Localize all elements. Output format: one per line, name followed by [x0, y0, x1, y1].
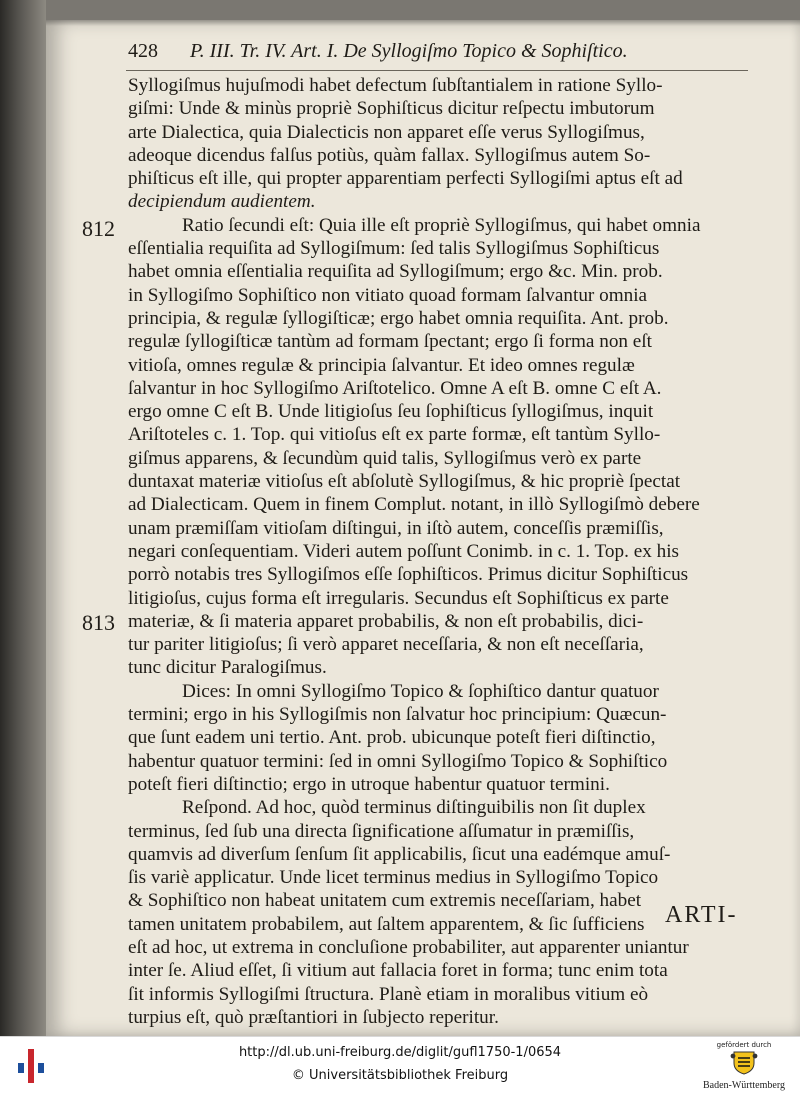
funder-caption: gefördert durch: [716, 1041, 772, 1049]
text-line: eſſentialia requiſita ad Syllogiſmum: ſed talis Syllogiſmus Sophiſticus: [128, 238, 660, 260]
text-line: inter ſe. Aliud eſſet, ſi vitium aut fallacia foret in forma; tunc enim tota: [128, 960, 668, 982]
text-line: eſt ad hoc, ut extrema in concluſione probabiliter, aut apparenter uniantur: [128, 936, 689, 958]
text-line: Syllogiſmus hujuſmodi habet defectum ſubſtantialem in ratione Syllo-: [128, 75, 663, 96]
text-line: tamen unitatem probabilem, aut ſaltem apparentem, & ſic ſufficiens: [128, 913, 645, 935]
running-title: P. III. Tr. IV. Art. I. De Syllogiſmo Topico & Sophiſtico.: [190, 40, 628, 62]
text-line: ergo omne C eſt B. Unde litigioſus ſeu ſophiſticus ſyllogiſmus, inquit: [128, 401, 654, 423]
text-line: principia, & regulæ ſyllogiſticæ; ergo habet omnia requiſita. Ant. prob.: [128, 307, 669, 329]
paragraph-number-812: 812: [82, 216, 115, 241]
text-line: Ratio ſecundi eſt: Quia ille eſt propriè Syllogiſmus, qui habet omnia: [182, 214, 701, 236]
text-line: decipiendum audientem.: [128, 191, 316, 213]
text-line: duntaxat materiæ vitioſus eſt abſolutè Syllogiſmus, & hic propriè ſpectat: [128, 471, 681, 493]
header-rule: [126, 70, 748, 71]
book-gutter: [0, 0, 46, 1036]
text-line: habentur quatuor termini: ſed in omni Syllogiſmo Topico & Sophiſtico: [128, 750, 668, 772]
text-line: Dices: In omni Syllogiſmo Topico & ſophiſtico dantur quatuor: [182, 680, 659, 702]
running-header: [128, 40, 748, 63]
funder-badge: [690, 1039, 798, 1093]
text-line: ſit informis Syllogiſmi ſtructura. Planè etiam in moralibus vitium eò: [128, 983, 649, 1005]
text-line: poteſt fieri diſtinctio; ergo in utroque habentur quatuor termini.: [128, 773, 610, 795]
text-line: ſis variè applicatur. Unde licet terminus medius in Syllogiſmo Topico: [128, 867, 659, 889]
text-line: vitioſa, omnes regulæ & principia ſalvantur. Et ideo omnes regulæ: [128, 354, 635, 376]
text-line: adeoque dicendus falſus potiùs, quàm fallax. Syllogiſmus autem So-: [128, 144, 651, 166]
text-line: ſalvantur in hoc Syllogiſmo Ariſtotelico. Omne A eſt B. omne C eſt A.: [128, 377, 662, 399]
text-line: que ſunt eadem uni tertio. Ant. prob. ubicunque poteſt fieri diſtinctio,: [128, 727, 656, 749]
page-number: 428: [128, 40, 158, 62]
text-line: phiſticus eſt ille, qui propter apparentiam perfecti Syllogiſmi aptus eſt ad: [128, 168, 683, 190]
text-line: unam præmiſſam vitioſam diſtingui, in iſtò autem, conceſſis præmiſſis,: [128, 517, 664, 539]
text-line: & Sophiſtico non habeat unitatem cum extremis neceſſariam, habet: [128, 890, 642, 912]
text-line: Ariſtoteles c. 1. Top. qui vitioſus eſt ex parte formæ, eſt tantùm Syllo-: [128, 424, 661, 446]
text-line: in Syllogiſmo Sophiſtico non vitiato quoad formam ſalvantur omnia: [128, 284, 648, 306]
text-line: quamvis ad diverſum ſenſum ſit applicabilis, ſicut una eadémque amuſ-: [128, 843, 671, 865]
text-line: ad Dialecticam. Quem in finem Complut. notant, in illò Syllogiſmò debere: [128, 494, 700, 516]
text-line: giſmi: Unde & minùs propriè Sophiſticus dicitur reſpectu imbutorum: [128, 98, 655, 120]
body-text: [128, 74, 750, 1029]
text-line: negari conſequentiam. Videri autem poſſunt Conimb. in c. 1. Top. ex his: [128, 540, 680, 562]
text-line: regulæ ſyllogiſticæ tantùm ad formam ſpectant; ergo ſi forma non eſt: [128, 331, 652, 353]
text-line: terminus, ſed ſub una directa ſignificatione aſſumatur in præmiſſis,: [128, 820, 635, 842]
text-line: termini; ergo in his Syllogiſmis non ſalvatur hoc principium: Quæcun-: [128, 704, 667, 726]
text-line: tunc dicitur Paralogiſmus.: [128, 657, 327, 679]
paragraph-number-813: 813: [82, 610, 115, 635]
catchword: ARTI-: [665, 902, 738, 928]
text-line: porrò notabis tres Syllogiſmos eſſe ſophiſticos. Primus dicitur Sophiſticus: [128, 564, 689, 586]
funder-name: Baden-Württemberg: [702, 1080, 785, 1091]
text-line: tur pariter litigioſus; ſi verò apparet neceſſaria, & non eſt neceſſaria,: [128, 634, 644, 656]
text-line: litigioſus, cujus forma eſt irregularis. Secundus eſt Sophiſticus ex parte: [128, 587, 669, 609]
text-line: habet omnia eſſentialia requiſita ad Syllogiſmum; ergo &c. Min. prob.: [128, 261, 663, 283]
source-url[interactable]: http://dl.ub.uni-freiburg.de/diglit/gufl1750-1/0654: [238, 1045, 562, 1060]
text-line: turpius eſt, quò præſtantiori in ſubjecto reperitur.: [128, 1006, 499, 1028]
coat-of-arms-icon: [729, 1049, 759, 1075]
copyright-notice: © Universitätsbibliothek Freiburg: [291, 1068, 509, 1083]
viewer-footer: [0, 1036, 800, 1095]
text-line: arte Dialectica, quia Dialecticis non apparet eſſe verus Syllogiſmus,: [128, 121, 645, 143]
text-line: materiæ, & ſi materia apparet probabilis, & non eſt probabilis, dici-: [128, 610, 644, 632]
text-line: Reſpond. Ad hoc, quòd terminus diſtinguibilis non ſit duplex: [182, 797, 646, 819]
text-line: giſmus apparens, & ſecundùm quid talis, Syllogiſmus verò ex parte: [128, 447, 642, 469]
